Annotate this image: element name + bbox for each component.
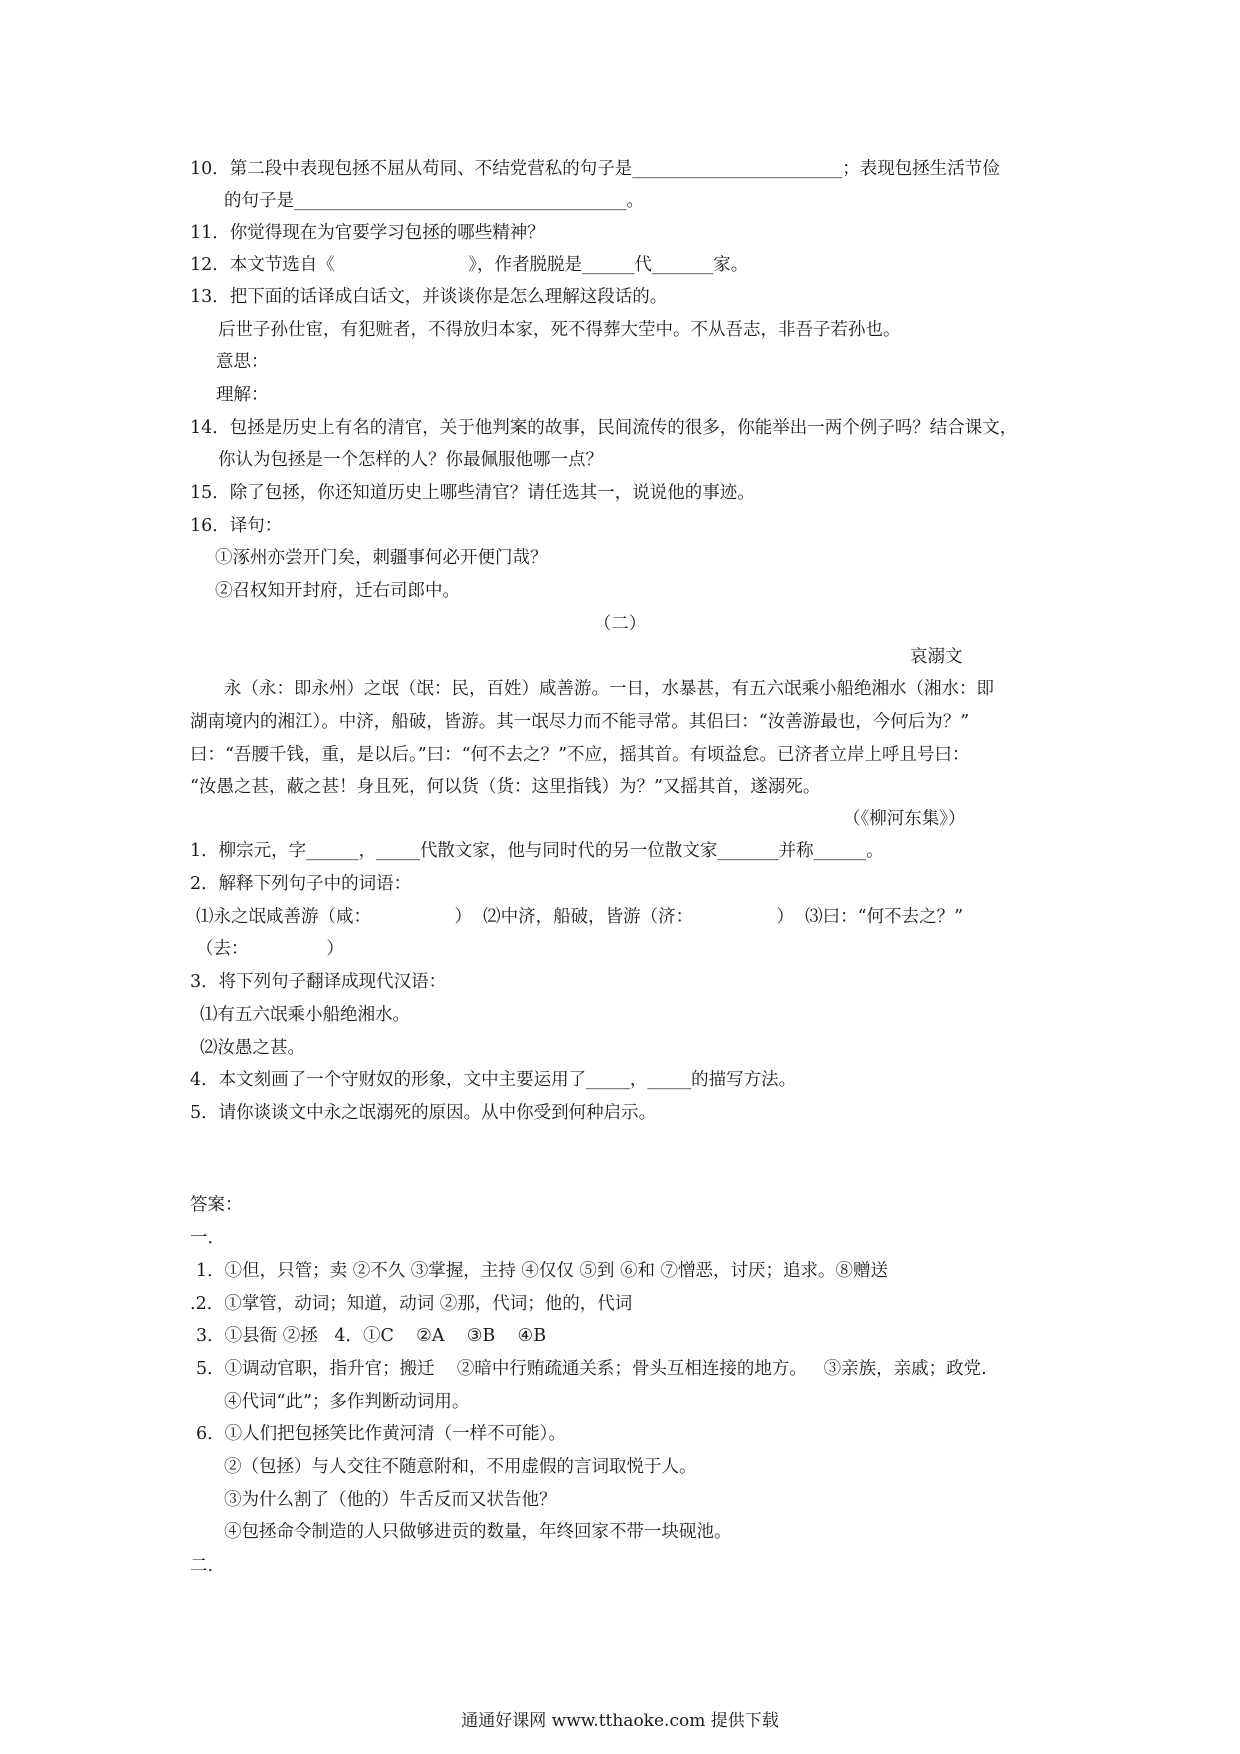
q10-line2: 的句子是______________________________________。 [224, 191, 644, 211]
q14-line2: 你认为包拯是一个怎样的人？你最佩服他哪一点？ [218, 450, 603, 470]
q11: 11．你觉得现在为官要学习包拯的哪些精神？ [190, 223, 545, 243]
answers-section2: 二. [190, 1556, 214, 1576]
passage-line4: “汝愚之甚，蔽之甚！身且死，何以货（货：这里指钱）为？”又摇其首，遂溺死。 [190, 777, 821, 797]
q14-line1: 14．包拯是历史上有名的清官，关于他判案的故事，民间流传的很多，你能举出一两个例子吗？结合课文， [190, 418, 1018, 438]
q16-item1: ①涿州亦尝开门矣，刺疆事何必开便门哉？ [215, 548, 548, 568]
passage-title: 哀溺文 [910, 647, 963, 667]
answers-section1: 一． [190, 1228, 225, 1248]
p2-q2: 2．解释下列句子中的词语： [190, 874, 412, 894]
p2-q4: 4．本文刻画了一个守财奴的形象，文中主要运用了_____，_____的描写方法。 [190, 1070, 797, 1090]
p2-q3: 3．将下列句子翻译成现代汉语： [190, 972, 447, 992]
answer-3: 3．①县衙 ②拯 4．①C ②A ③B ④B [196, 1326, 547, 1346]
passage-line2: 湖南境内的湘江）。中济，船破，皆游。其一氓尽力而不能寻常。其侣曰：“汝善游最也，今何后为？” [190, 712, 970, 732]
answer-6-item2: ②（包拯）与人交往不随意附和，不用虚假的言词取悦于人。 [224, 1457, 697, 1477]
q13: 13．把下面的话译成白话文，并谈谈你是怎么理解这段话的。 [190, 287, 668, 307]
q10-line1: 10．第二段中表现包拯不屈从苟同、不结党营私的句子是________________________；表现包拯生活节俭 [190, 159, 1000, 179]
answer-6-item4: ④包拯命令制造的人只做够进贡的数量，年终回家不带一块砚池。 [224, 1522, 732, 1542]
passage-line3: 曰：“吾腰千钱，重，是以后。”曰：“何不去之？”不应，摇其首。有顷益怠。已济者立岸上呼且号曰： [190, 745, 970, 765]
q15: 15．除了包拯，你还知道历史上哪些清官？请任选其一，说说他的事迹。 [190, 483, 755, 503]
p2-q1: 1．柳宗元，字______，_____代散文家，他与同时代的另一位散文家_______并称______。 [190, 841, 884, 861]
q13-meaning: 意思： [216, 352, 269, 372]
passage-source: （《柳河东集》） [843, 809, 966, 829]
answer-1: 1．①但，只管；卖 ②不久 ③掌握，主持 ④仅仅 ⑤到 ⑥和 ⑦憎恶，讨厌；追求。⑧赠送 [196, 1261, 889, 1281]
q12: 12．本文节选自《 》，作者脱脱是______代_______家。 [190, 255, 749, 275]
q16: 16．译句： [190, 516, 283, 536]
answer-6: 6．①人们把包拯笑比作黄河清（一样不可能）。 [196, 1424, 566, 1444]
answer-5-cont: ④代词“此”；多作判断动词用。 [224, 1392, 470, 1412]
p2-q3-item1: ⑴有五六氓乘小船绝湘水。 [200, 1005, 410, 1025]
answer-6-item3: ③为什么割了（他的）牛舌反而又状告他？ [224, 1490, 557, 1510]
answers-label: 答案： [190, 1195, 243, 1215]
p2-q5: 5．请你谈谈文中永之氓溺死的原因。从中你受到何种启示。 [190, 1103, 657, 1123]
passage-line1: 永（永：即永州）之氓（氓：民，百姓）咸善游。一日，水暴甚，有五六氓乘小船绝湘水（湘水：即 [224, 679, 994, 699]
p2-q3-item2: ⑵汝愚之甚。 [200, 1038, 305, 1058]
section-heading: （二） [593, 614, 647, 634]
q16-item2: ②召权知开封府，迁右司郎中。 [215, 581, 460, 601]
q13-understanding: 理解： [216, 385, 269, 405]
answer-2: .2．①掌管，动词；知道，动词 ②那，代词；他的，代词 [190, 1294, 633, 1314]
p2-q2-items-cont: （去： ） [196, 939, 344, 959]
q13-text: 后世子孙仕宦，有犯赃者，不得放归本家，死不得葬大茔中。不从吾志，非吾子若孙也。 [218, 320, 901, 340]
p2-q2-items: ⑴永之氓咸善游（咸： ） ⑵中济，船破，皆游（济： ） ⑶曰：“何不去之？” [196, 907, 964, 927]
page-footer: 通通好课网 www.tthaoke.com 提供下载 [461, 1711, 779, 1731]
answer-5: 5．①调动官职，指升官；搬迁 ②暗中行贿疏通关系；骨头互相连接的地方。 ③亲族，亲戚；政党. [196, 1359, 987, 1379]
